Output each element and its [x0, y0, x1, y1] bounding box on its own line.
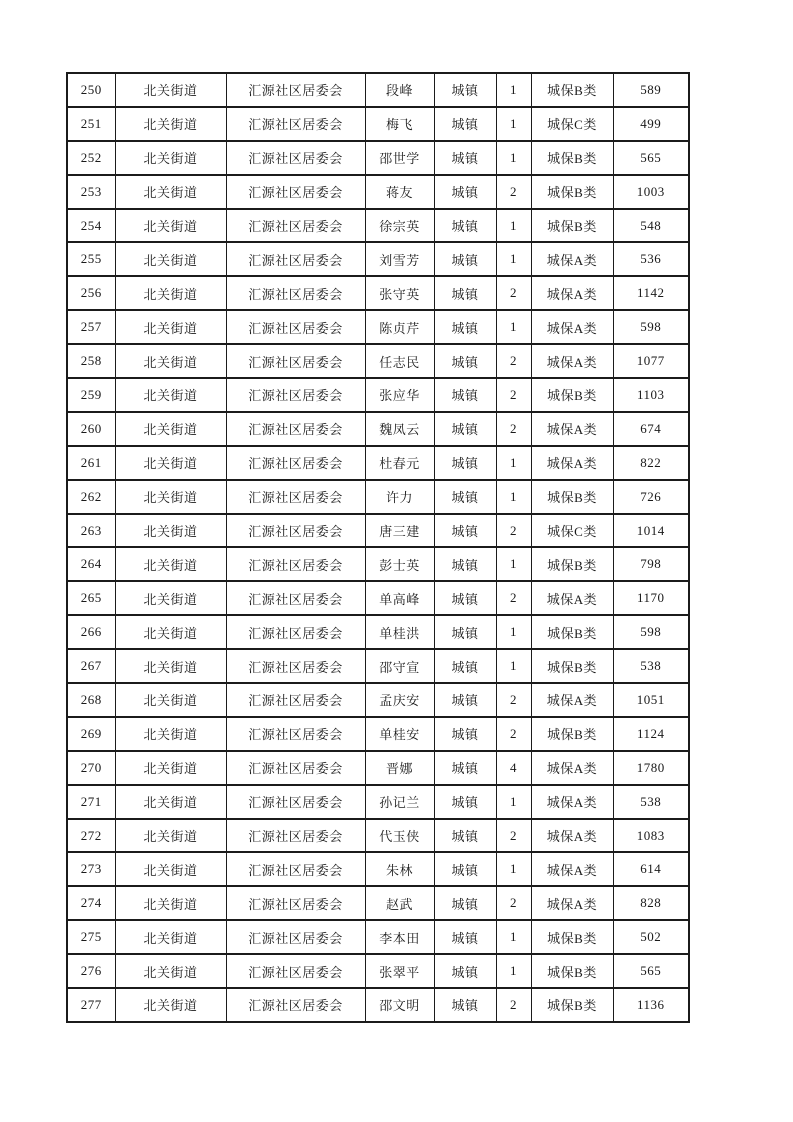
- cell-amount: 565: [613, 141, 689, 175]
- cell-person-count: 1: [496, 209, 531, 243]
- cell-person-count: 1: [496, 73, 531, 107]
- table-row: [67, 988, 689, 1022]
- cell-index: 274: [67, 886, 115, 920]
- cell-residence-type: 城镇: [434, 310, 496, 344]
- cell-insurance-category: 城保C类: [531, 514, 613, 548]
- cell-name: 代玉侠: [365, 819, 434, 853]
- cell-amount: 674: [613, 412, 689, 446]
- cell-committee: 汇源社区居委会: [226, 649, 365, 683]
- cell-committee: 汇源社区居委会: [226, 242, 365, 276]
- cell-street: 北关街道: [115, 547, 226, 581]
- cell-name: 孟庆安: [365, 683, 434, 717]
- cell-committee: 汇源社区居委会: [226, 819, 365, 853]
- cell-residence-type: 城镇: [434, 785, 496, 819]
- cell-street: 北关街道: [115, 920, 226, 954]
- cell-insurance-category: 城保A类: [531, 683, 613, 717]
- cell-residence-type: 城镇: [434, 141, 496, 175]
- cell-insurance-category: 城保A类: [531, 581, 613, 615]
- cell-amount: 565: [613, 954, 689, 988]
- table-row: [67, 649, 689, 683]
- cell-index: 261: [67, 446, 115, 480]
- cell-person-count: 1: [496, 141, 531, 175]
- cell-amount: 798: [613, 547, 689, 581]
- table-row: [67, 141, 689, 175]
- cell-street: 北关街道: [115, 649, 226, 683]
- cell-street: 北关街道: [115, 480, 226, 514]
- cell-amount: 828: [613, 886, 689, 920]
- cell-name: 张翠平: [365, 954, 434, 988]
- cell-committee: 汇源社区居委会: [226, 852, 365, 886]
- table-row: [67, 581, 689, 615]
- cell-name: 朱林: [365, 852, 434, 886]
- table-row: [67, 446, 689, 480]
- cell-residence-type: 城镇: [434, 954, 496, 988]
- cell-index: 263: [67, 514, 115, 548]
- table-row: [67, 73, 689, 107]
- cell-amount: 1124: [613, 717, 689, 751]
- cell-street: 北关街道: [115, 615, 226, 649]
- cell-index: 272: [67, 819, 115, 853]
- table-row: [67, 886, 689, 920]
- cell-person-count: 2: [496, 819, 531, 853]
- cell-residence-type: 城镇: [434, 446, 496, 480]
- cell-residence-type: 城镇: [434, 514, 496, 548]
- cell-insurance-category: 城保A类: [531, 344, 613, 378]
- cell-insurance-category: 城保A类: [531, 751, 613, 785]
- cell-index: 267: [67, 649, 115, 683]
- table-row: [67, 242, 689, 276]
- cell-residence-type: 城镇: [434, 378, 496, 412]
- cell-residence-type: 城镇: [434, 480, 496, 514]
- cell-amount: 499: [613, 107, 689, 141]
- cell-index: 277: [67, 988, 115, 1022]
- cell-residence-type: 城镇: [434, 73, 496, 107]
- cell-street: 北关街道: [115, 988, 226, 1022]
- cell-index: 254: [67, 209, 115, 243]
- cell-residence-type: 城镇: [434, 683, 496, 717]
- cell-name: 梅飞: [365, 107, 434, 141]
- cell-residence-type: 城镇: [434, 209, 496, 243]
- cell-residence-type: 城镇: [434, 615, 496, 649]
- cell-committee: 汇源社区居委会: [226, 954, 365, 988]
- cell-residence-type: 城镇: [434, 852, 496, 886]
- cell-amount: 536: [613, 242, 689, 276]
- cell-committee: 汇源社区居委会: [226, 412, 365, 446]
- cell-insurance-category: 城保A类: [531, 785, 613, 819]
- cell-committee: 汇源社区居委会: [226, 514, 365, 548]
- cell-street: 北关街道: [115, 819, 226, 853]
- cell-index: 250: [67, 73, 115, 107]
- cell-amount: 1083: [613, 819, 689, 853]
- cell-insurance-category: 城保B类: [531, 988, 613, 1022]
- table-row: [67, 717, 689, 751]
- cell-residence-type: 城镇: [434, 920, 496, 954]
- cell-index: 260: [67, 412, 115, 446]
- cell-committee: 汇源社区居委会: [226, 785, 365, 819]
- cell-insurance-category: 城保B类: [531, 649, 613, 683]
- cell-residence-type: 城镇: [434, 751, 496, 785]
- cell-residence-type: 城镇: [434, 175, 496, 209]
- cell-name: 彭士英: [365, 547, 434, 581]
- cell-amount: 1136: [613, 988, 689, 1022]
- cell-index: 269: [67, 717, 115, 751]
- cell-committee: 汇源社区居委会: [226, 717, 365, 751]
- cell-street: 北关街道: [115, 378, 226, 412]
- table-row: [67, 378, 689, 412]
- table-body: [67, 73, 689, 1022]
- cell-person-count: 2: [496, 344, 531, 378]
- cell-person-count: 2: [496, 378, 531, 412]
- cell-committee: 汇源社区居委会: [226, 920, 365, 954]
- table-row: [67, 751, 689, 785]
- cell-name: 张应华: [365, 378, 434, 412]
- cell-street: 北关街道: [115, 581, 226, 615]
- table-row: [67, 547, 689, 581]
- cell-amount: 1142: [613, 276, 689, 310]
- cell-person-count: 2: [496, 276, 531, 310]
- cell-amount: 614: [613, 852, 689, 886]
- cell-index: 273: [67, 852, 115, 886]
- cell-person-count: 4: [496, 751, 531, 785]
- cell-residence-type: 城镇: [434, 717, 496, 751]
- cell-street: 北关街道: [115, 310, 226, 344]
- cell-index: 276: [67, 954, 115, 988]
- cell-street: 北关街道: [115, 446, 226, 480]
- cell-name: 张守英: [365, 276, 434, 310]
- cell-amount: 1170: [613, 581, 689, 615]
- cell-amount: 538: [613, 649, 689, 683]
- cell-amount: 548: [613, 209, 689, 243]
- cell-amount: 598: [613, 310, 689, 344]
- cell-insurance-category: 城保B类: [531, 920, 613, 954]
- table-row: [67, 954, 689, 988]
- cell-name: 孙记兰: [365, 785, 434, 819]
- cell-residence-type: 城镇: [434, 107, 496, 141]
- cell-committee: 汇源社区居委会: [226, 276, 365, 310]
- cell-name: 单桂洪: [365, 615, 434, 649]
- cell-committee: 汇源社区居委会: [226, 547, 365, 581]
- cell-name: 许力: [365, 480, 434, 514]
- table-row: [67, 615, 689, 649]
- cell-person-count: 1: [496, 954, 531, 988]
- cell-name: 任志民: [365, 344, 434, 378]
- cell-name: 刘雪芳: [365, 242, 434, 276]
- cell-person-count: 2: [496, 988, 531, 1022]
- cell-amount: 1780: [613, 751, 689, 785]
- cell-street: 北关街道: [115, 954, 226, 988]
- cell-amount: 1003: [613, 175, 689, 209]
- cell-insurance-category: 城保B类: [531, 717, 613, 751]
- cell-committee: 汇源社区居委会: [226, 988, 365, 1022]
- cell-insurance-category: 城保B类: [531, 73, 613, 107]
- table-row: [67, 819, 689, 853]
- cell-index: 251: [67, 107, 115, 141]
- cell-name: 徐宗英: [365, 209, 434, 243]
- cell-name: 赵武: [365, 886, 434, 920]
- cell-street: 北关街道: [115, 514, 226, 548]
- cell-name: 晋娜: [365, 751, 434, 785]
- cell-residence-type: 城镇: [434, 547, 496, 581]
- cell-committee: 汇源社区居委会: [226, 107, 365, 141]
- cell-person-count: 2: [496, 886, 531, 920]
- table-row: [67, 209, 689, 243]
- cell-street: 北关街道: [115, 209, 226, 243]
- cell-insurance-category: 城保C类: [531, 107, 613, 141]
- cell-committee: 汇源社区居委会: [226, 310, 365, 344]
- cell-name: 蒋友: [365, 175, 434, 209]
- cell-residence-type: 城镇: [434, 412, 496, 446]
- cell-street: 北关街道: [115, 886, 226, 920]
- cell-name: 杜春元: [365, 446, 434, 480]
- cell-insurance-category: 城保B类: [531, 175, 613, 209]
- cell-person-count: 1: [496, 242, 531, 276]
- cell-insurance-category: 城保B类: [531, 378, 613, 412]
- cell-index: 265: [67, 581, 115, 615]
- cell-insurance-category: 城保A类: [531, 310, 613, 344]
- cell-residence-type: 城镇: [434, 819, 496, 853]
- cell-index: 270: [67, 751, 115, 785]
- cell-person-count: 1: [496, 310, 531, 344]
- table-row: [67, 310, 689, 344]
- cell-name: 邵世学: [365, 141, 434, 175]
- cell-person-count: 1: [496, 615, 531, 649]
- cell-insurance-category: 城保A类: [531, 819, 613, 853]
- cell-street: 北关街道: [115, 412, 226, 446]
- cell-committee: 汇源社区居委会: [226, 175, 365, 209]
- cell-amount: 1051: [613, 683, 689, 717]
- cell-residence-type: 城镇: [434, 649, 496, 683]
- table-row: [67, 107, 689, 141]
- cell-residence-type: 城镇: [434, 344, 496, 378]
- cell-committee: 汇源社区居委会: [226, 73, 365, 107]
- cell-insurance-category: 城保A类: [531, 412, 613, 446]
- cell-amount: 538: [613, 785, 689, 819]
- cell-name: 魏凤云: [365, 412, 434, 446]
- cell-amount: 502: [613, 920, 689, 954]
- cell-name: 陈贞芹: [365, 310, 434, 344]
- cell-person-count: 2: [496, 412, 531, 446]
- cell-index: 259: [67, 378, 115, 412]
- cell-committee: 汇源社区居委会: [226, 886, 365, 920]
- cell-person-count: 2: [496, 514, 531, 548]
- residents-subsidy-table: [66, 72, 690, 1023]
- cell-index: 268: [67, 683, 115, 717]
- cell-person-count: 1: [496, 480, 531, 514]
- cell-insurance-category: 城保B类: [531, 615, 613, 649]
- cell-residence-type: 城镇: [434, 886, 496, 920]
- cell-street: 北关街道: [115, 276, 226, 310]
- table-row: [67, 480, 689, 514]
- cell-insurance-category: 城保A类: [531, 242, 613, 276]
- cell-index: 271: [67, 785, 115, 819]
- cell-person-count: 1: [496, 547, 531, 581]
- cell-person-count: 1: [496, 852, 531, 886]
- cell-name: 邵文明: [365, 988, 434, 1022]
- table-row: [67, 412, 689, 446]
- cell-index: 258: [67, 344, 115, 378]
- cell-insurance-category: 城保A类: [531, 852, 613, 886]
- cell-street: 北关街道: [115, 751, 226, 785]
- cell-committee: 汇源社区居委会: [226, 446, 365, 480]
- cell-street: 北关街道: [115, 852, 226, 886]
- cell-amount: 1103: [613, 378, 689, 412]
- cell-insurance-category: 城保B类: [531, 209, 613, 243]
- cell-index: 266: [67, 615, 115, 649]
- cell-index: 257: [67, 310, 115, 344]
- cell-name: 段峰: [365, 73, 434, 107]
- table-row: [67, 920, 689, 954]
- cell-committee: 汇源社区居委会: [226, 480, 365, 514]
- cell-name: 单高峰: [365, 581, 434, 615]
- cell-index: 255: [67, 242, 115, 276]
- cell-street: 北关街道: [115, 683, 226, 717]
- cell-person-count: 1: [496, 785, 531, 819]
- cell-insurance-category: 城保A类: [531, 886, 613, 920]
- cell-street: 北关街道: [115, 717, 226, 751]
- table-row: [67, 785, 689, 819]
- cell-person-count: 1: [496, 446, 531, 480]
- cell-street: 北关街道: [115, 344, 226, 378]
- cell-insurance-category: 城保A类: [531, 276, 613, 310]
- cell-residence-type: 城镇: [434, 581, 496, 615]
- table-row: [67, 514, 689, 548]
- cell-insurance-category: 城保B类: [531, 547, 613, 581]
- cell-index: 256: [67, 276, 115, 310]
- cell-amount: 822: [613, 446, 689, 480]
- cell-index: 252: [67, 141, 115, 175]
- cell-person-count: 2: [496, 717, 531, 751]
- cell-index: 262: [67, 480, 115, 514]
- table-row: [67, 175, 689, 209]
- cell-amount: 589: [613, 73, 689, 107]
- cell-insurance-category: 城保B类: [531, 954, 613, 988]
- cell-amount: 726: [613, 480, 689, 514]
- cell-committee: 汇源社区居委会: [226, 344, 365, 378]
- cell-index: 275: [67, 920, 115, 954]
- cell-street: 北关街道: [115, 141, 226, 175]
- table-row: [67, 852, 689, 886]
- cell-residence-type: 城镇: [434, 988, 496, 1022]
- table-row: [67, 683, 689, 717]
- cell-residence-type: 城镇: [434, 242, 496, 276]
- cell-residence-type: 城镇: [434, 276, 496, 310]
- cell-person-count: 2: [496, 581, 531, 615]
- cell-person-count: 1: [496, 920, 531, 954]
- cell-insurance-category: 城保B类: [531, 480, 613, 514]
- cell-name: 唐三建: [365, 514, 434, 548]
- cell-person-count: 2: [496, 175, 531, 209]
- cell-street: 北关街道: [115, 175, 226, 209]
- cell-person-count: 2: [496, 683, 531, 717]
- cell-committee: 汇源社区居委会: [226, 378, 365, 412]
- cell-index: 253: [67, 175, 115, 209]
- cell-committee: 汇源社区居委会: [226, 141, 365, 175]
- cell-insurance-category: 城保A类: [531, 446, 613, 480]
- cell-name: 李本田: [365, 920, 434, 954]
- cell-name: 单桂安: [365, 717, 434, 751]
- cell-street: 北关街道: [115, 107, 226, 141]
- cell-person-count: 1: [496, 649, 531, 683]
- cell-committee: 汇源社区居委会: [226, 683, 365, 717]
- cell-person-count: 1: [496, 107, 531, 141]
- cell-street: 北关街道: [115, 73, 226, 107]
- cell-committee: 汇源社区居委会: [226, 209, 365, 243]
- cell-committee: 汇源社区居委会: [226, 751, 365, 785]
- cell-street: 北关街道: [115, 242, 226, 276]
- cell-amount: 1077: [613, 344, 689, 378]
- cell-insurance-category: 城保B类: [531, 141, 613, 175]
- cell-name: 邵守宣: [365, 649, 434, 683]
- cell-committee: 汇源社区居委会: [226, 581, 365, 615]
- cell-amount: 598: [613, 615, 689, 649]
- cell-amount: 1014: [613, 514, 689, 548]
- cell-street: 北关街道: [115, 785, 226, 819]
- cell-committee: 汇源社区居委会: [226, 615, 365, 649]
- table-row: [67, 276, 689, 310]
- table-row: [67, 344, 689, 378]
- cell-index: 264: [67, 547, 115, 581]
